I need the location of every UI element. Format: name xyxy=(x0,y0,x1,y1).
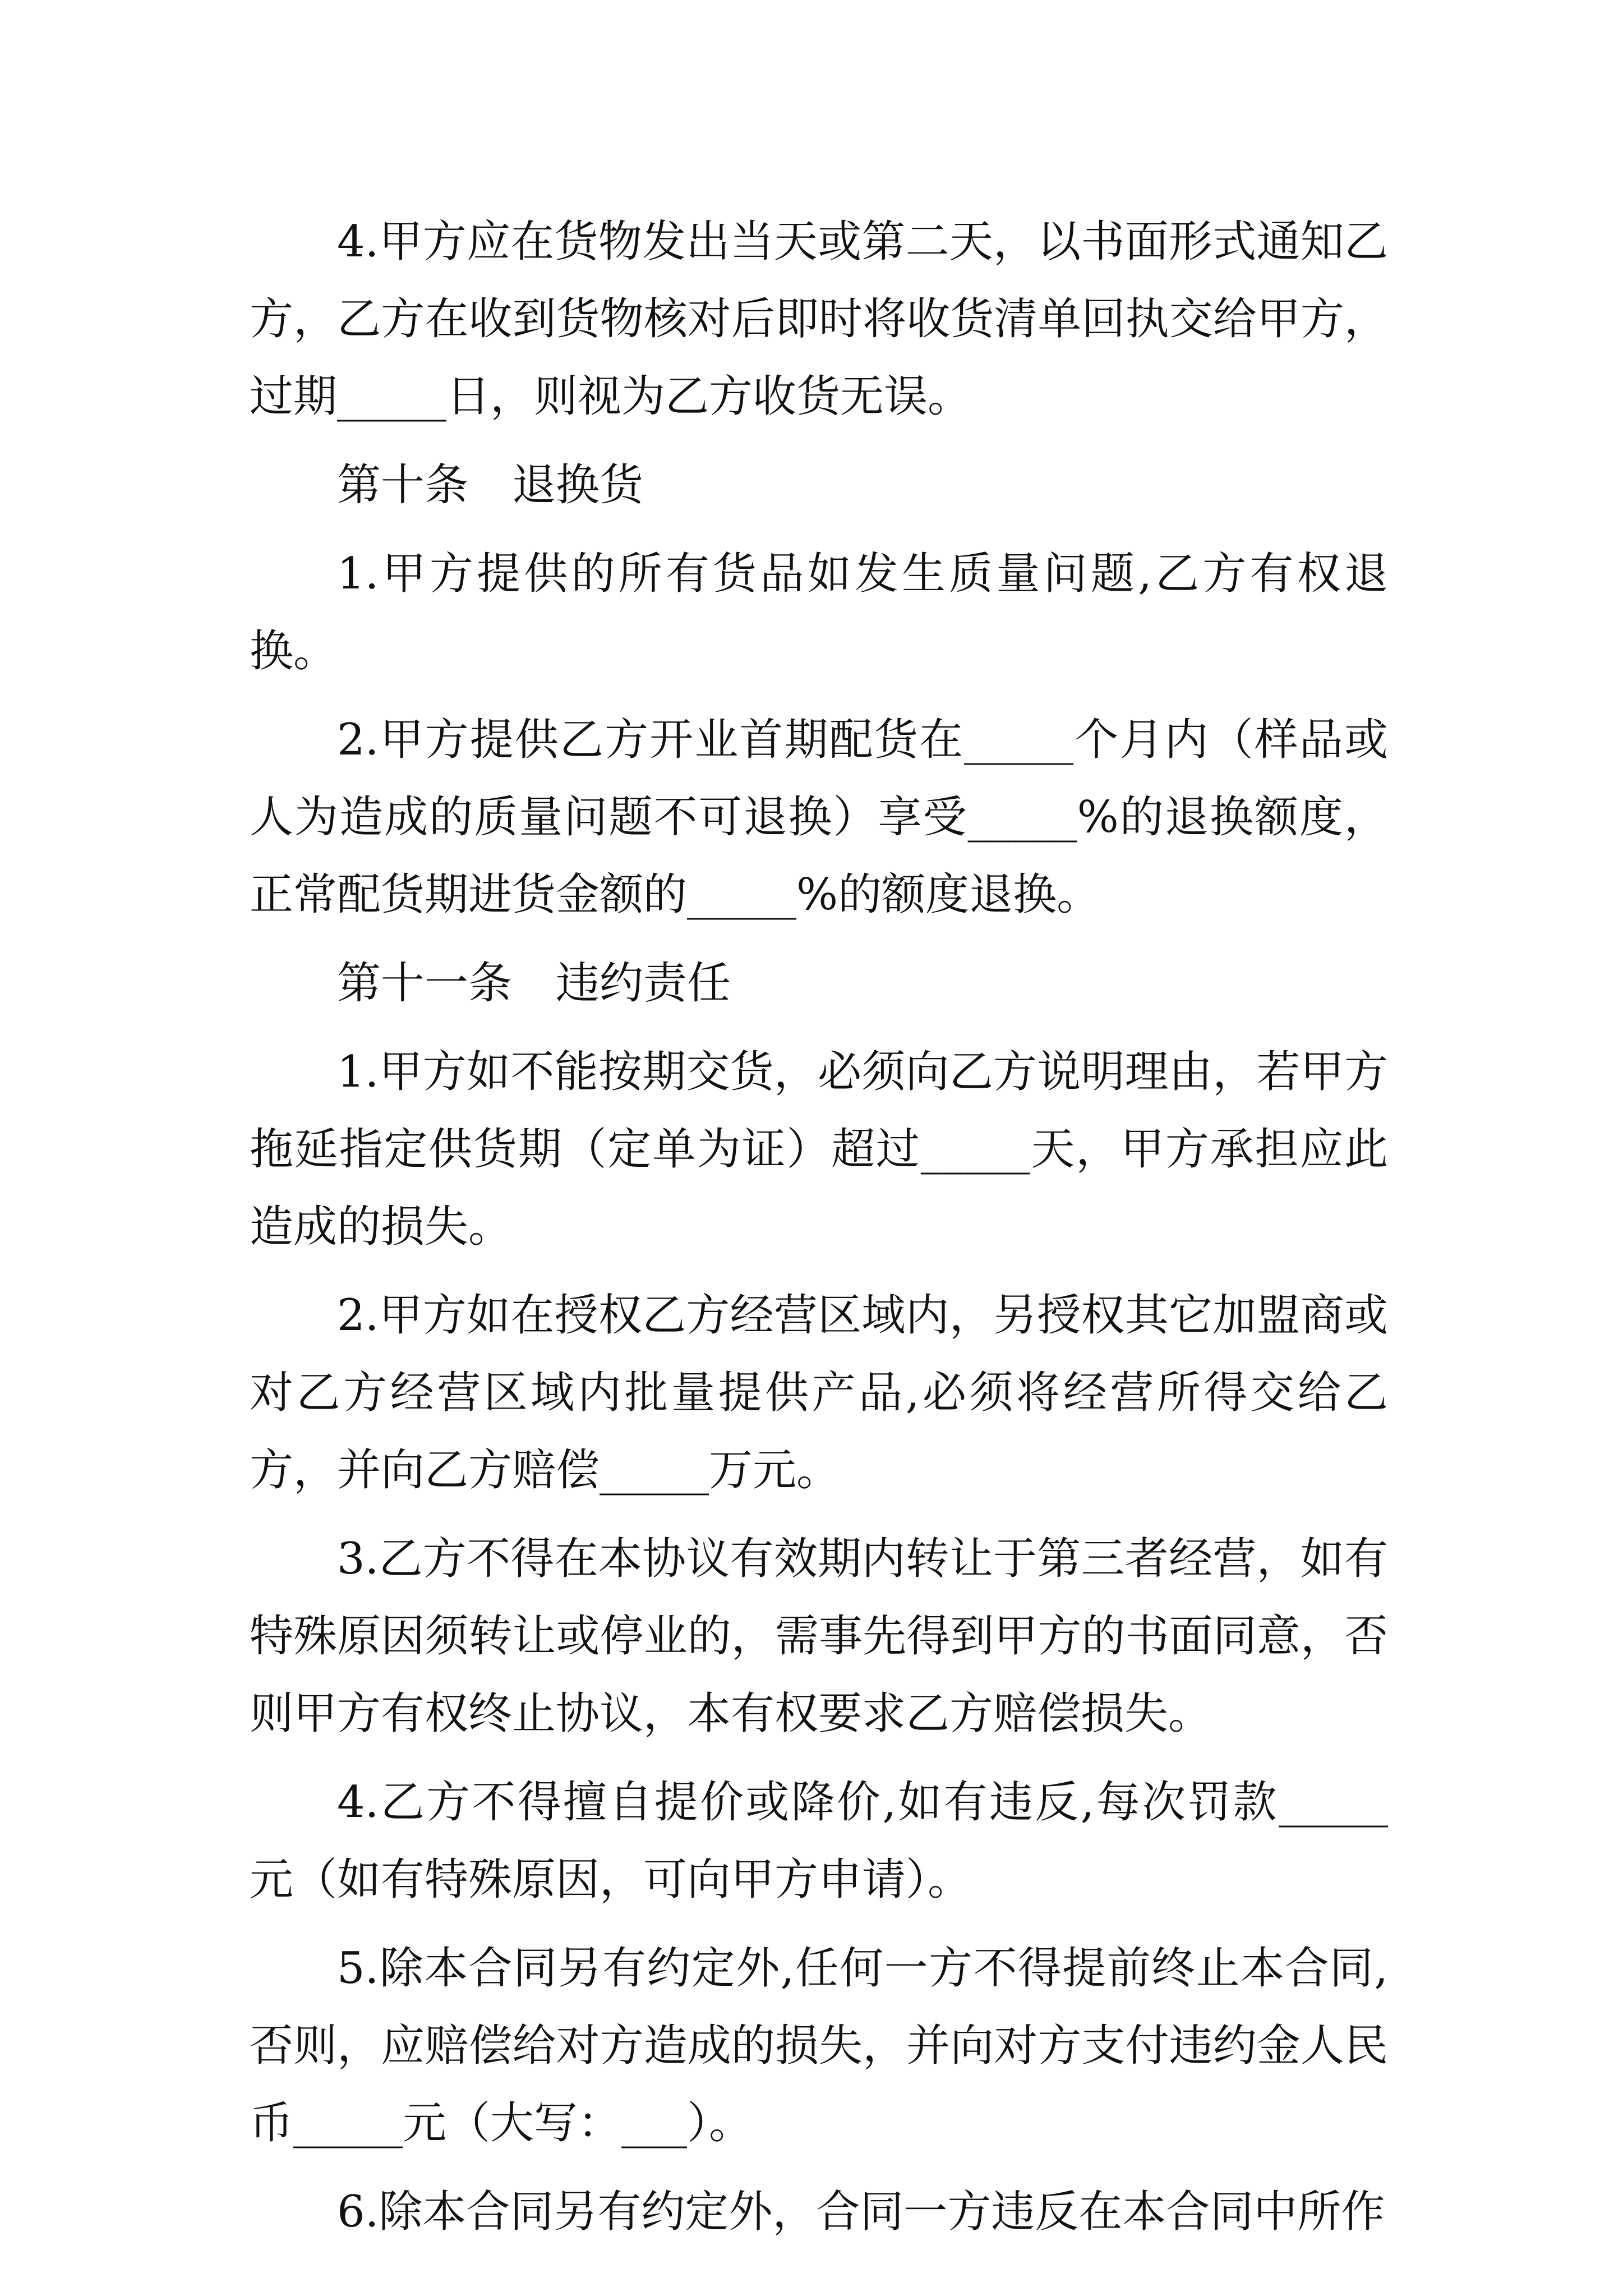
clause-11-item-5: 5.除本合同另有约定外,任何一方不得提前终止本合同,否则，应赔偿给对方造成的损失，并向对方支付违约金人民币_____元（大写：___）。 xyxy=(250,1943,1388,2148)
clause-11-item-3: 3.乙方不得在本协议有效期内转让于第三者经营，如有特殊原因须转让或停业的，需事先得到甲方的书面同意，否则甲方有权终止协议，本有权要求乙方赔偿损失。 xyxy=(250,1534,1388,1739)
clause-9-item-4: 4.甲方应在货物发出当天或第二天，以书面形式通知乙方，乙方在收到货物核对后即时将收货清单回执交给甲方，过期_____日，则视为乙方收货无误。 xyxy=(250,217,1388,422)
clause-11-item-6: 6.除本合同另有约定外，合同一方违反在本合同中所作 xyxy=(337,2187,1385,2237)
article-10-heading: 第十条 退换货 xyxy=(337,460,644,510)
clause-10-item-1: 1.甲方提供的所有货品如发生质量问题,乙方有权退换。 xyxy=(250,549,1388,677)
clause-10-item-2: 2.甲方提供乙方开业首期配货在_____个月内（样品或人为造成的质量问题不可退换）享受_____%的退换额度，正常配货期进货金额的_____%的额度退换。 xyxy=(250,715,1388,920)
clause-11-item-2: 2.甲方如在授权乙方经营区域内，另授权其它加盟商或对乙方经营区域内批量提供产品,必须将经营所得交给乙方，并向乙方赔偿_____万元。 xyxy=(250,1290,1388,1496)
clause-11-item-1: 1.甲方如不能按期交货，必须向乙方说明理由，若甲方拖延指定供货期（定单为证）超过_____天，甲方承担应此造成的损失。 xyxy=(250,1047,1388,1252)
article-11-heading: 第十一条 违约责任 xyxy=(337,958,731,1009)
clause-11-item-4: 4.乙方不得擅自提价或降价,如有违反,每次罚款_____元（如有特殊原因，可向甲方申请）。 xyxy=(250,1777,1388,1905)
document-body xyxy=(250,203,1388,2262)
